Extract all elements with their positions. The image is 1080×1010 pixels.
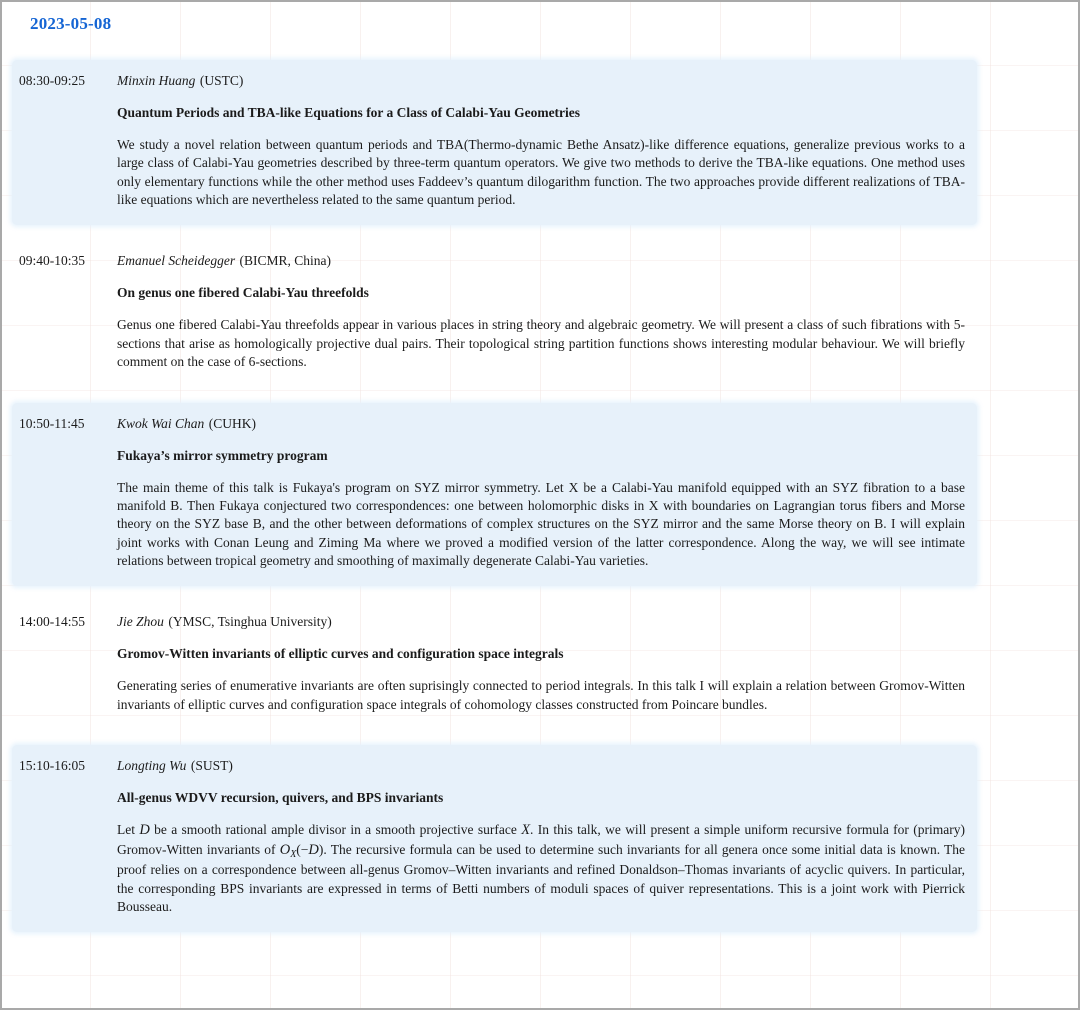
- speaker-affiliation: (CUHK): [208, 415, 256, 431]
- talk-time: 09:40-10:35: [19, 253, 85, 269]
- talk-title: Fukaya’s mirror symmetry program: [117, 447, 328, 463]
- talk-abstract: We study a novel relation between quantum periods and TBA(Thermo-dynamic Bethe Ansatz)-like difference equations, generalize previous works to a large class of Calabi-Yau geometries described by three-term quantum operators. We give two methods to derive the TBA-like equations. One method uses only elementary functions while the other method uses Faddeev’s quantum dilogarithm function. The two approaches provide different realizations of TBA-like equations which are nevertheless related to the same quantum period.: [117, 137, 965, 208]
- talk-abstract: Genus one fibered Calabi-Yau threefolds appear in various places in string theory and algebraic geometry. We will present a class of such fibrations with 5-sections that arise as homologically projective dual pairs. Their topological string partition functions shows interesting modular behaviour. We will briefly comment on the case of 6-sections.: [117, 317, 965, 370]
- speaker-affiliation: (SUST): [190, 758, 233, 774]
- talk-row: [12, 240, 977, 387]
- speaker-line: [117, 73, 965, 89]
- speaker-line: [117, 253, 965, 269]
- talk-title: Gromov-Witten invariants of elliptic curves and configuration space integrals: [117, 646, 564, 662]
- talk-content: [117, 416, 977, 571]
- speaker-line: [117, 416, 965, 432]
- talk-title: All-genus WDVV recursion, quivers, and BPS invariants: [117, 790, 444, 806]
- talk-list: [12, 60, 977, 932]
- talk-row: [12, 60, 977, 225]
- talk-content: [117, 73, 977, 209]
- talk-time: 08:30-09:25: [19, 73, 85, 88]
- talk-content: [117, 758, 977, 916]
- talk-time: 15:10-16:05: [19, 758, 85, 774]
- speaker-name: Kwok Wai Chan: [117, 415, 205, 431]
- speaker-name: Longting Wu: [117, 758, 187, 774]
- talk-title: Quantum Periods and TBA-like Equations for a Class of Calabi-Yau Geometries: [117, 105, 581, 120]
- talk-row: [12, 403, 977, 587]
- date-header: 2023-05-08: [30, 14, 112, 33]
- speaker-affiliation: (BICMR, China): [239, 253, 332, 269]
- talk-abstract: The main theme of this talk is Fukaya's program on SYZ mirror symmetry. Let X be a Calabi-Yau manifold equipped with an SYZ fibration to a base manifold B. Then Fukaya conjectured two correspondences: one between holomorphic disks in X with boundaries on Lagrangian torus fibers and Morse theory on the SYZ base B, and the other between deformations of complex structures on the SYZ mirror and the same Morse theory on B. I will explain joint works with Conan Leung and Ziming Ma where we proved a modified version of the latter correspondence. Along the way, we will see intimate relations between tropical geometry and smoothing of maximally degenerate Calabi-Yau varieties.: [117, 479, 965, 568]
- talk-time: 14:00-14:55: [19, 614, 85, 630]
- speaker-affiliation: (YMSC, Tsinghua University): [168, 614, 332, 630]
- talk-row: [12, 745, 977, 932]
- talk-abstract: Generating series of enumerative invariants are often suprisingly connected to period integrals. In this talk I will explain a relation between Gromov-Witten invariants of elliptic curves and configuration space integrals of cohomology classes constructed from Poincare bundles.: [117, 678, 965, 712]
- speaker-name: Emanuel Scheidegger: [117, 253, 236, 269]
- talk-abstract: Let D be a smooth rational ample divisor in a smooth projective surface X. In this talk, we will present a simple uniform recursive formula for (primary) Gromov-Witten invariants of $O_X(-D)$. The recursive formula can be used to determine such invariants for all genera once some initial data is known. The proof relies on a correspondence between all-genus Gromov–Witten invariants and refined Donaldson–Thomas invariants of acyclic quivers. In particular, the corresponding BPS invariants are expressed in terms of Betti numbers of moduli spaces of quiver representations. This is a joint work with Pierrick Bousseau.: [117, 822, 965, 915]
- talk-row: [12, 601, 977, 730]
- speaker-affiliation: (USTC): [199, 73, 244, 88]
- speaker-line: [117, 614, 965, 630]
- talk-time: 10:50-11:45: [19, 415, 85, 431]
- speaker-name: Minxin Huang: [117, 73, 196, 88]
- talk-content: [117, 253, 977, 371]
- speaker-line: [117, 758, 965, 774]
- speaker-name: Jie Zhou: [117, 614, 164, 630]
- talk-title: On genus one fibered Calabi-Yau threefolds: [117, 285, 369, 301]
- talk-content: [117, 614, 977, 714]
